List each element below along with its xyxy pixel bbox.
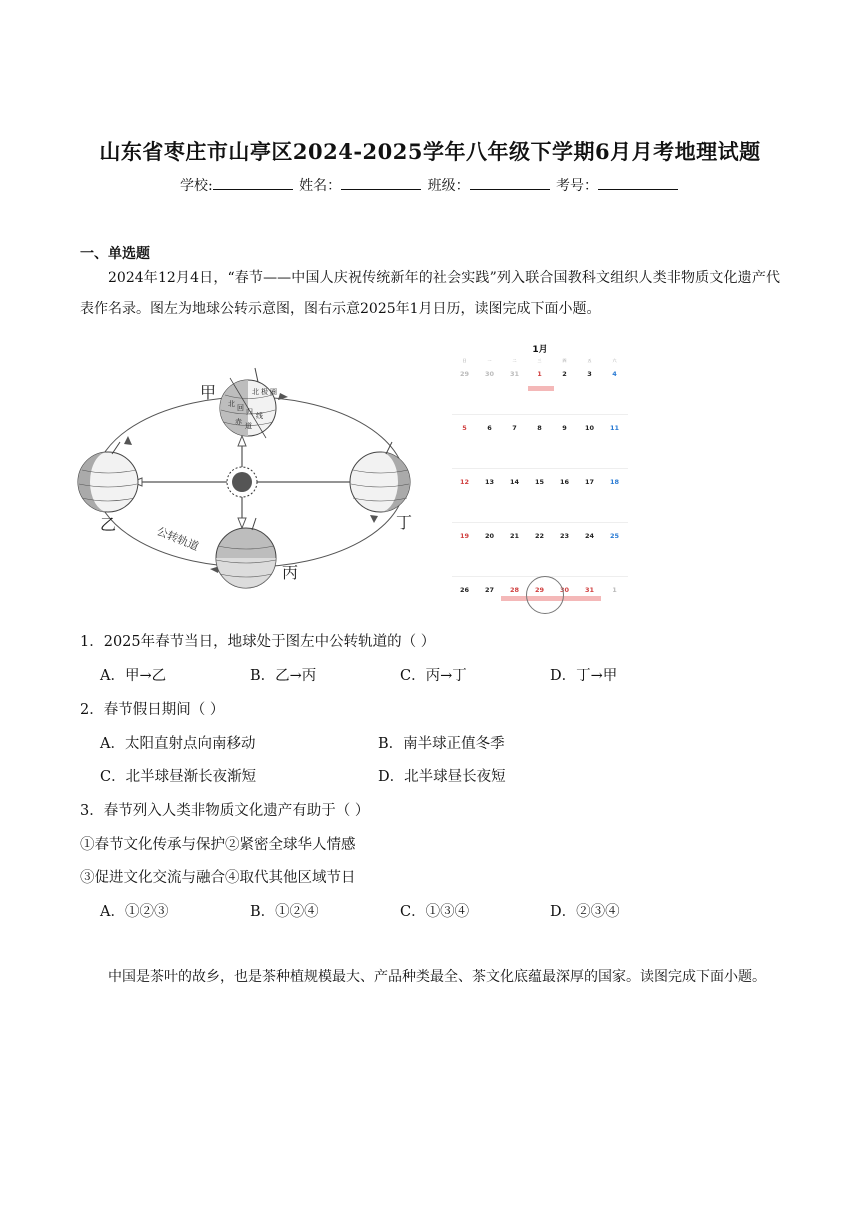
q1-option-a[interactable]: A．甲→乙: [100, 668, 167, 684]
calendar-week-2: 5 6 7 8 9 10 11: [462, 424, 620, 432]
spring-festival-circle: [526, 576, 564, 614]
svg-text:归: 归: [246, 408, 253, 416]
svg-text:道: 道: [245, 422, 252, 430]
q2-option-a[interactable]: A．太阳直射点向南移动: [100, 736, 256, 752]
svg-text:回: 回: [237, 404, 244, 412]
school-blank[interactable]: [213, 175, 293, 190]
globe-label-north: 北: [252, 388, 259, 396]
calendar-week-3: 12 13 14 15 16 17 18: [459, 478, 620, 486]
calendar-week-1: 29 30 31 1 2 3 4: [459, 370, 617, 378]
sun-icon: [227, 467, 257, 497]
label-bing: 丙: [282, 563, 299, 582]
q3-option-d[interactable]: D．②③④: [550, 904, 620, 920]
question-1-stem: 1．2025年春节当日，地球处于图左中公转轨道的（ ）: [80, 634, 436, 650]
info-id-label: 考号：: [556, 178, 599, 194]
question-3-options: [100, 900, 700, 921]
question-2-options-row-1: [100, 732, 656, 753]
svg-text:线: 线: [256, 412, 263, 420]
id-blank[interactable]: [598, 175, 678, 190]
orbit-label: 公转轨道: [154, 524, 201, 554]
q2-option-c[interactable]: C．北半球昼渐长夜渐短: [100, 769, 257, 785]
class-blank[interactable]: [470, 175, 550, 190]
calendar-week-5: 26 27 28 29 30 31 1: [459, 586, 617, 594]
label-ding: 丁: [396, 513, 413, 532]
label-jia: 甲: [200, 383, 217, 402]
calendar-weekday-row: 日 一 二 三 四 五 六: [462, 358, 617, 363]
globe-yi-icon: [78, 442, 138, 512]
globe-ding-icon: [350, 442, 410, 512]
q1-option-c[interactable]: C．丙→丁: [400, 668, 467, 684]
question-3-stem: 3．春节列入人类非物质文化遗产有助于（ ）: [80, 803, 370, 819]
calendar-week-4: 19 20 21 22 23 24 25: [459, 532, 620, 540]
q3-option-b[interactable]: B．①②④: [250, 904, 319, 920]
earth-revolution-diagram: [70, 350, 430, 600]
info-name-label: 姓名：: [299, 178, 342, 194]
q1-option-b[interactable]: B．乙→丙: [250, 668, 317, 684]
page-title: 山东省枣庄市山亭区2024-2025学年八年级下学期6月月考地理试题: [99, 139, 761, 164]
q3-option-c[interactable]: C．①③④: [400, 904, 470, 920]
section-heading: 一、单选题: [80, 246, 150, 262]
svg-text:圈: 圈: [270, 388, 277, 396]
question-1-options: [100, 664, 700, 685]
january-2025-calendar: [446, 334, 634, 622]
question-3-statements-2: ③促进文化交流与融合④取代其他区域节日: [80, 870, 356, 886]
globe-bing-icon: [216, 518, 276, 588]
label-yi: 乙: [100, 515, 117, 534]
info-class-label: 班级：: [427, 178, 470, 194]
holiday-bar-newyear: [528, 386, 554, 391]
question-3-statements-1: ①春节文化传承与保护②紧密全球华人情感: [80, 837, 356, 853]
svg-text:极: 极: [261, 388, 268, 396]
calendar-month: 1月: [532, 345, 548, 355]
q1-option-d[interactable]: D．丁→甲: [550, 668, 618, 684]
intro-paragraph-2: 中国是茶叶的故乡，也是茶种植规模最大、产品种类最全、茶文化底蕴最深厚的国家。读图完成下面小题。: [108, 969, 766, 985]
q3-option-a[interactable]: A．①②③: [100, 904, 169, 920]
question-2-stem: 2．春节假日期间（ ）: [80, 702, 225, 718]
svg-text:赤: 赤: [235, 418, 242, 426]
student-info-line: [0, 175, 860, 195]
q2-option-d[interactable]: D．北半球昼长夜短: [378, 769, 506, 785]
svg-text:北: 北: [228, 400, 235, 408]
info-school-label: 学校:: [179, 178, 213, 194]
question-2-options-row-2: [100, 765, 656, 786]
name-blank[interactable]: [341, 175, 421, 190]
q2-option-b[interactable]: B．南半球正值冬季: [378, 736, 505, 752]
intro-paragraph-1: 2024年12月4日，“春节——中国人庆祝传统新年的社会实践”列入联合国教科文组织人类非物质文化遗产代表作名录。图左为地球公转示意图，图右示意2025年1月日历，读图完成下面小题。: [80, 270, 780, 317]
